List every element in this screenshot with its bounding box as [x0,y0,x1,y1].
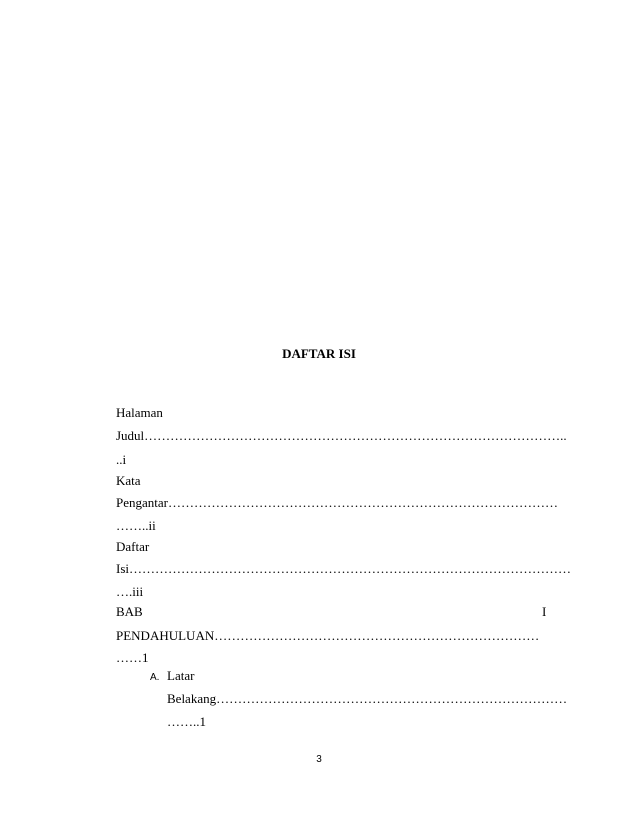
toc-leader: Pengantar……………………………………………………………………………… [116,495,558,510]
toc-leader: Belakang……………………………………………………………………… [167,691,568,706]
toc-page-ref: ……1 [116,650,149,665]
toc-page-ref: ……..ii [116,518,156,533]
toc-text: Daftar [116,539,150,554]
toc-text: Kata [116,473,141,488]
toc-text: Halaman [116,405,163,420]
toc-text: Latar [167,668,195,683]
toc-page-ref: ….iii [116,584,144,599]
toc-page-ref: ..i [116,452,127,467]
toc-leader: Isi………………………………………………………………………………………… [116,561,571,576]
page-title: DAFTAR ISI [282,346,356,361]
toc-page-ref: ……..1 [167,714,206,729]
list-marker: A. [150,672,160,683]
toc-leader: PENDAHULUAN………………………………………………………………… [116,628,540,643]
page-number: 3 [316,754,322,765]
toc-leader: Judul…………………………………………………………………………………….. [116,428,567,443]
toc-text: I [542,604,547,619]
toc-text: BAB [116,604,143,619]
